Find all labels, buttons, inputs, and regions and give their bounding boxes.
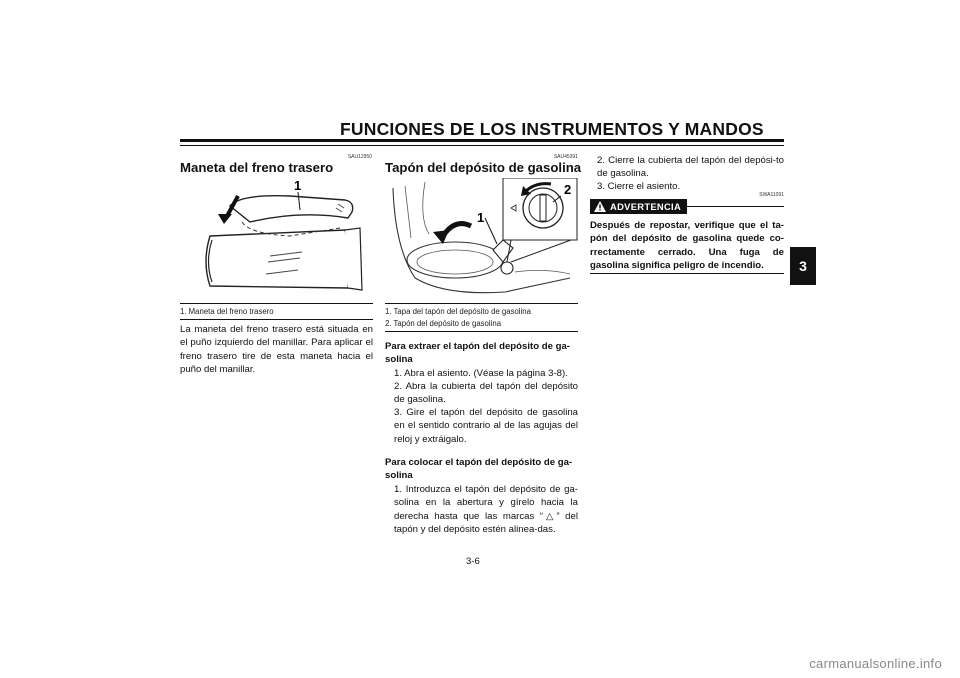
warning-label: ADVERTENCIA (610, 201, 682, 212)
triangle-mark-icon: △ (543, 510, 557, 522)
warning-code: SWA11091 (759, 192, 784, 198)
caption-rule (180, 319, 373, 320)
remove-step-3: 3. Gire el tapón del depósito de gasolina en el sentido contrario al de las agujas del reloj y extráigalo. (394, 407, 578, 445)
caption-rule (385, 303, 578, 304)
section-code: SAU45391 (553, 154, 578, 160)
figure-caption-1: 1. Tapa del tapón del depósito de gasolina (385, 307, 531, 316)
install-step-1 (394, 483, 578, 536)
rear-brake-lever-illustration (180, 178, 373, 302)
chapter-tab[interactable]: 3 (790, 247, 816, 285)
warning-text: Después de repostar, verifique que el ta-pón del depósito de gasolina quede co-rrectamente cerrado. Una fuga de gasolina significa peligro de incendio. (590, 220, 784, 271)
callout-2: 2 (564, 182, 572, 197)
remove-cap-heading: Para extraer el tapón del depósito de ga-solina (385, 341, 570, 366)
install-cap-heading: Para colocar el tapón del depósito de ga-solina (385, 457, 573, 482)
page-header-title: FUNCIONES DE LOS INSTRUMENTOS Y MANDOS (340, 119, 764, 139)
section-title-fuel-cap: Tapón del depósito de gasolina (385, 160, 582, 175)
header-rule-thin (180, 145, 784, 146)
section-code: SAU12950 (347, 154, 372, 160)
warning-header (590, 199, 784, 215)
remove-step-2: 2. Abra la cubierta del tapón del depósito de gasolina. (394, 381, 578, 406)
figure-caption-2: 2. Tapón del depósito de gasolina (385, 319, 502, 328)
close-step-2: 2. Cierre la cubierta del tapón del depósi-to de gasolina. (597, 155, 784, 180)
section-title-rear-brake: Maneta del freno trasero (180, 160, 334, 175)
figure-caption: 1. Maneta del freno trasero (180, 307, 274, 316)
close-step-3: 3. Cierre el asiento. (597, 181, 681, 192)
callout-1: 1 (477, 210, 485, 225)
watermark: carmanualsonline.info (809, 656, 942, 671)
install-step-1-text-a: 1. Introduzca el tapón del depósito de ga-solina en la abertura y gírelo hacia la derecha hasta que las marcas “ (394, 484, 578, 522)
caption-rule (385, 331, 578, 332)
warning-end-rule (590, 273, 784, 274)
callout-1: 1 (294, 178, 302, 193)
rear-brake-paragraph: La maneta del freno trasero está situada en el puño izquierdo del manillar. Para aplicar el freno trasero tire de esta maneta hacia el puño del manillar. (180, 324, 373, 375)
caption-rule (180, 303, 373, 304)
remove-step-1: 1. Abra el asiento. (Véase la página 3-8). (394, 368, 568, 379)
header-rule-thick (180, 139, 784, 142)
install-step-1-text-b: ” del tapón y del depósito estén alinea-das. (394, 510, 578, 535)
page-number: 3-6 (466, 556, 480, 567)
warning-label-box (590, 199, 687, 214)
warning-triangle-icon (594, 201, 606, 212)
fuel-tank-cap-illustration (385, 178, 578, 302)
